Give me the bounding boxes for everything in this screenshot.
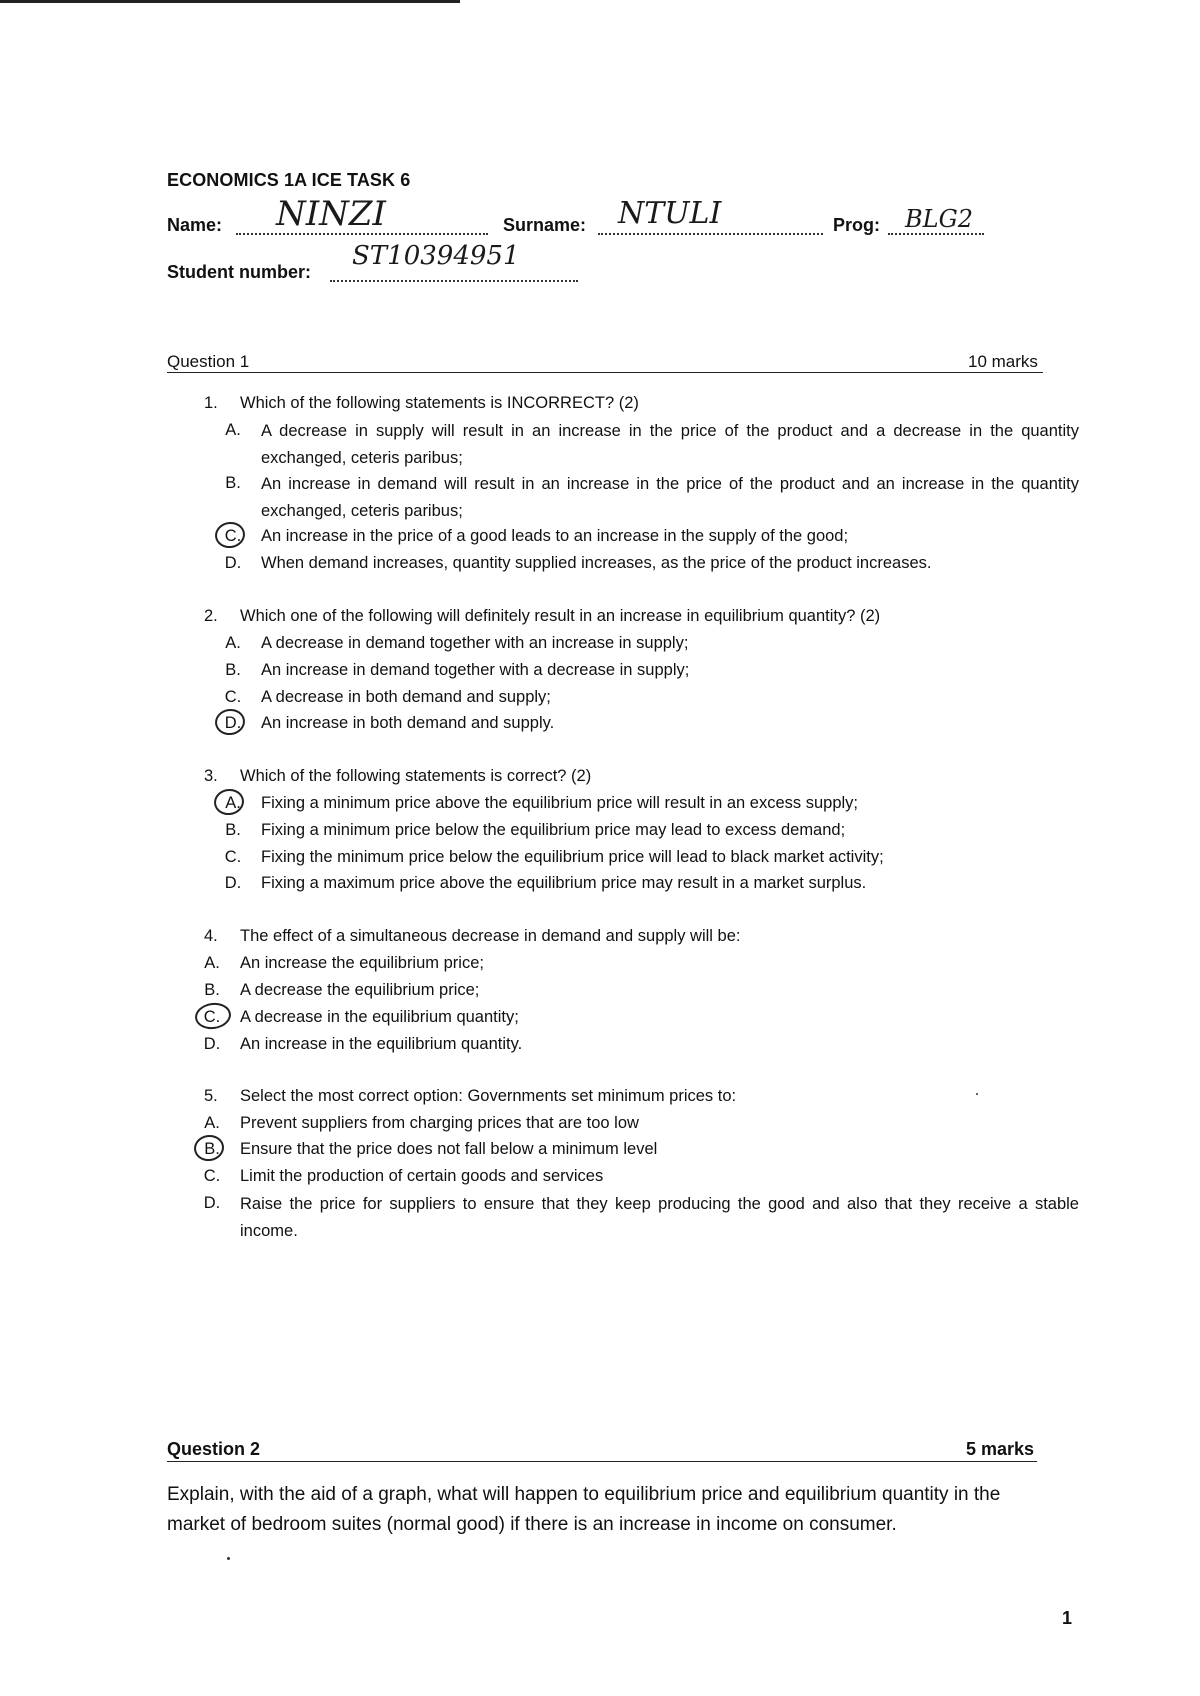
student-number-label: Student number: [167, 262, 311, 282]
question-2-rule [167, 1461, 1037, 1462]
question-text: The effect of a simultaneous decrease in demand and supply will be: [240, 927, 741, 945]
option-letter: A. [225, 634, 241, 652]
option-letter: B. [225, 821, 241, 839]
option-letter: C. [224, 527, 242, 545]
surname-field-line [598, 231, 823, 235]
option-letter: D. [203, 1194, 221, 1212]
option-text: Limit the production of certain goods and services [240, 1167, 604, 1185]
prog-handwritten: BLG2 [905, 205, 974, 233]
name-handwritten: NINZI [276, 194, 386, 234]
option-text: An increase in demand together with a decrease in supply; [261, 661, 690, 679]
prog-label: Prog: [833, 215, 880, 235]
option-letter: C. [224, 688, 242, 706]
surname-label: Surname: [503, 215, 587, 235]
surname-handwritten: NTULI [618, 196, 722, 231]
option-text: Ensure that the price does not fall below a minimum level [240, 1140, 658, 1158]
option-text: A decrease in the equilibrium quantity; [240, 1008, 519, 1026]
option-text: A decrease the equilibrium price; [240, 981, 480, 999]
question-text: Which one of the following will definitely result in an increase in equilibrium quantity? (2) [240, 607, 881, 625]
page-number: 1 [1062, 1608, 1073, 1628]
option-letter: C. [224, 848, 242, 866]
question-2-text: Explain, with the aid of a graph, what will happen to equilibrium price and equilibrium quantity in the market of bedroom suites (normal good) if there is an increase in income on consumer. [167, 1484, 1001, 1535]
option-letter: C. [203, 1008, 221, 1026]
question-number: 5. [204, 1087, 218, 1105]
question-number: 2. [204, 607, 218, 625]
option-letter: B. [204, 1140, 220, 1158]
option-text: An increase in the equilibrium quantity. [240, 1035, 523, 1053]
option-letter: A. [204, 954, 220, 972]
question-1-marks: 10 marks [968, 352, 1038, 371]
option-text: Fixing a minimum price above the equilibrium price will result in an excess supply; [261, 794, 858, 812]
option-text: Fixing a minimum price below the equilibrium price may lead to excess demand; [261, 821, 846, 839]
option-letter: B. [225, 661, 241, 679]
option-letter: D. [224, 714, 242, 732]
question-number: 3. [204, 767, 218, 785]
question-text: Which of the following statements is correct? (2) [240, 767, 592, 785]
option-text: When demand increases, quantity supplied increases, as the price of the product increases. [261, 554, 932, 572]
question-1-rule [167, 372, 1043, 373]
ink-speck [227, 1557, 230, 1560]
option-text: A decrease in demand together with an increase in supply; [261, 634, 689, 652]
student-number-field-line [330, 278, 578, 282]
option-text: Fixing the minimum price below the equilibrium price will lead to black market activity; [261, 848, 884, 866]
option-letter: A. [225, 794, 241, 812]
question-2-heading: Question 2 [167, 1439, 261, 1459]
question-text: Which of the following statements is INCORRECT? (2) [240, 394, 639, 412]
question-text: Select the most correct option: Governments set minimum prices to: [240, 1087, 737, 1105]
question-2-marks: 5 marks [966, 1439, 1035, 1459]
option-text: Fixing a maximum price above the equilibrium price may result in a market surplus. [261, 874, 867, 892]
option-letter: B. [225, 474, 241, 492]
option-letter: D. [224, 554, 242, 572]
student-number-handwritten: ST10394951 [352, 241, 520, 271]
ink-speck [976, 1093, 978, 1095]
option-text: A decrease in both demand and supply; [261, 688, 551, 706]
scan-edge-mark [0, 0, 460, 3]
option-text: An increase the equilibrium price; [240, 954, 484, 972]
option-text: An increase in the price of a good leads to an increase in the supply of the good; [261, 527, 849, 545]
document-title: ECONOMICS 1A ICE TASK 6 [167, 170, 411, 190]
question-number: 4. [204, 927, 218, 945]
option-text: A decrease in supply will result in an increase in the price of the product and a decrease in the quantity exchanged, ceteris paribus; [261, 422, 1079, 467]
option-letter: D. [224, 874, 242, 892]
option-letter: A. [204, 1114, 220, 1132]
option-letter: A. [225, 421, 241, 439]
option-text: An increase in demand will result in an increase in the price of the product and an increase in the quantity exchanged, ceteris paribus; [261, 475, 1079, 520]
question-number: 1. [204, 394, 218, 412]
option-letter: C. [203, 1167, 221, 1185]
option-text: Raise the price for suppliers to ensure that they keep producing the good and also that they receive a stable income. [240, 1195, 1079, 1240]
option-letter: D. [203, 1035, 221, 1053]
option-letter: B. [204, 981, 220, 999]
question-1-heading: Question 1 [167, 352, 250, 371]
option-text: An increase in both demand and supply. [261, 714, 555, 732]
name-label: Name: [167, 215, 223, 235]
option-text: Prevent suppliers from charging prices that are too low [240, 1114, 639, 1132]
